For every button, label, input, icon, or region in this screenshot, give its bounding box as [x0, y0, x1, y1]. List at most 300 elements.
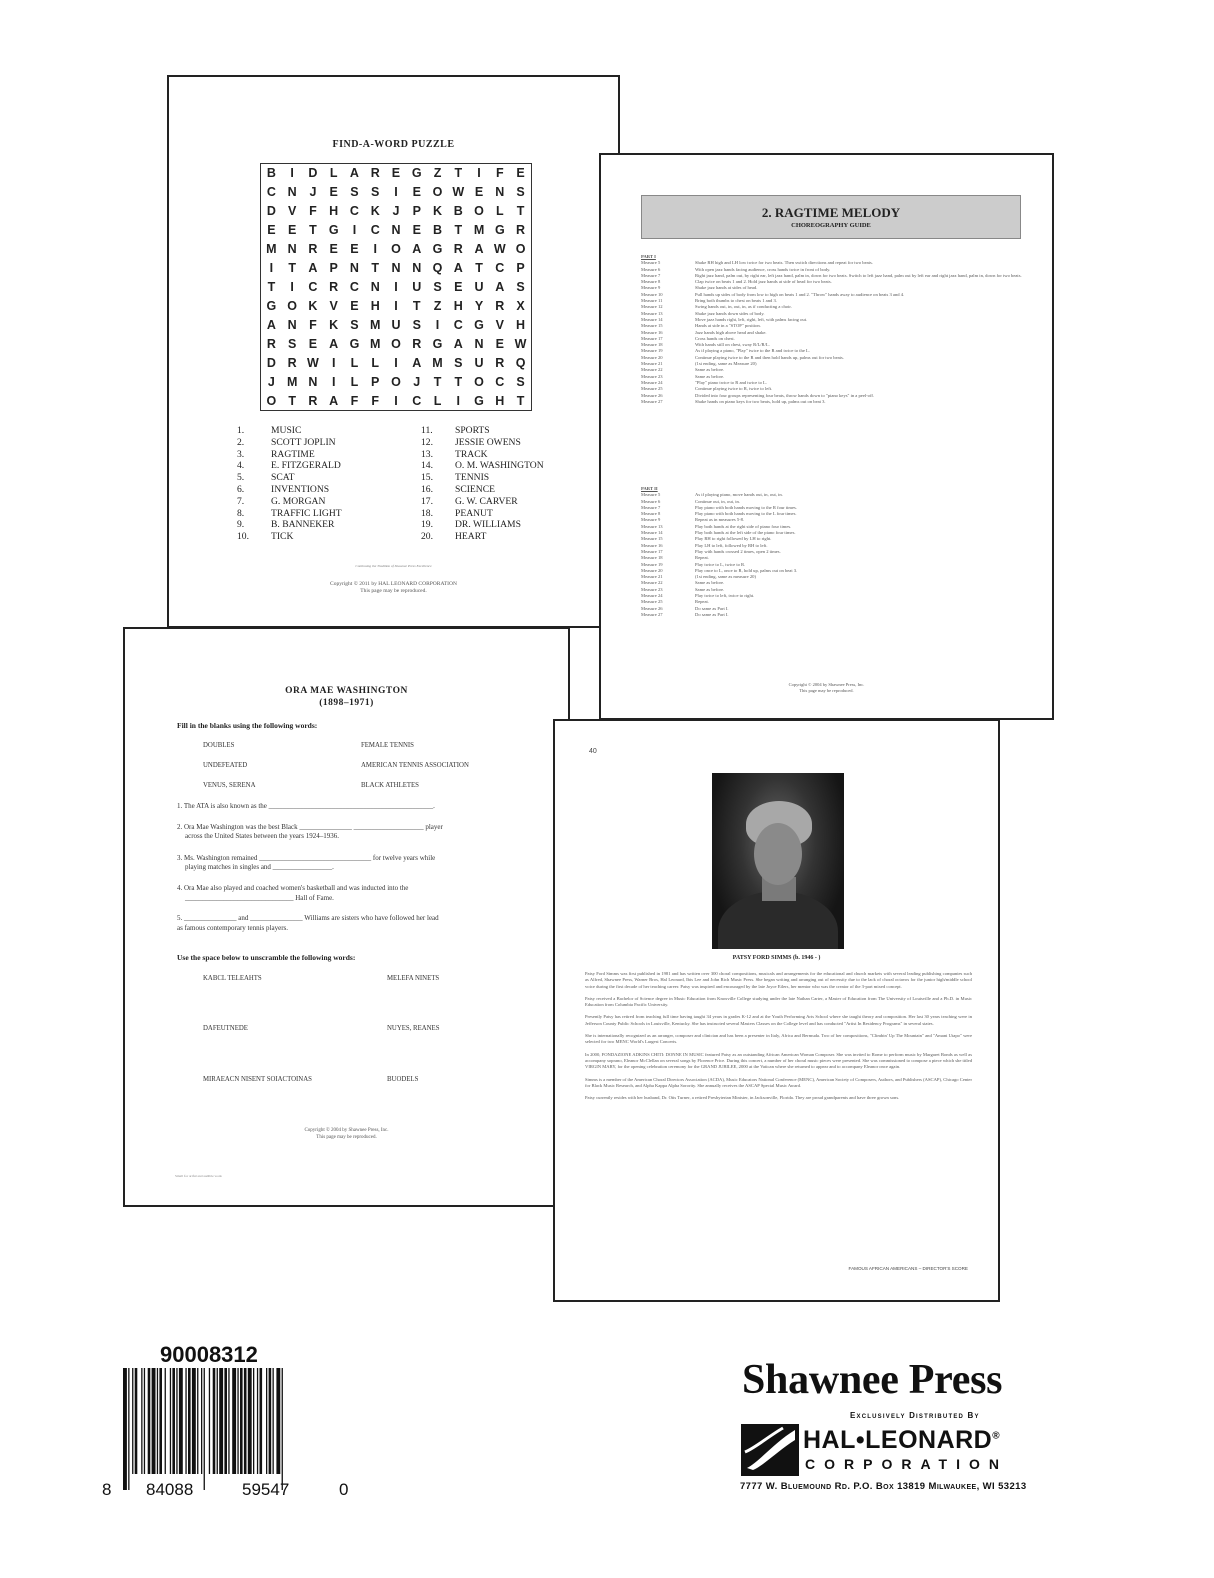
barcode-group-left: 84088	[146, 1480, 194, 1499]
word-list-item	[421, 460, 544, 472]
bank-word: FEMALE TENNIS	[361, 742, 414, 749]
grid-letter: H	[495, 394, 505, 408]
grid-letter: U	[391, 318, 401, 332]
biography	[585, 971, 972, 1107]
grid-letter: A	[349, 166, 359, 180]
grid-letter: T	[288, 261, 296, 275]
barcode-bar	[170, 1368, 171, 1474]
measure-label: Measure 26	[641, 605, 663, 611]
grid-letter: C	[266, 185, 276, 199]
grid-letter: M	[473, 223, 485, 237]
grid-letter: F	[350, 394, 359, 408]
grid-letter: T	[309, 223, 317, 237]
measure-label: Measure 6	[641, 498, 661, 504]
grid-letter: I	[290, 280, 294, 294]
measure-text: Do same as Part I.	[695, 611, 729, 617]
grid-letter: M	[370, 318, 381, 332]
hal-leonard-text: HAL•LEONARD	[803, 1426, 993, 1454]
barcode-bar	[179, 1368, 183, 1474]
grid-letter: S	[350, 185, 359, 199]
measure-text: Move jazz hands right, left, right, left, with palms facing out.	[695, 316, 808, 322]
word-number: 9.	[237, 519, 245, 531]
grid-letter: E	[329, 185, 338, 199]
word-text: B. BANNEKER	[271, 519, 335, 531]
barcode-bar	[224, 1368, 227, 1474]
barcode-bar	[219, 1368, 223, 1474]
word-number: 1.	[237, 425, 245, 436]
scrambled-word: NUYES, REANES	[387, 1025, 440, 1032]
grid-letter: H	[516, 318, 526, 332]
grid-letter: N	[287, 185, 297, 199]
measure-text: (1st ending, same as measure 20)	[695, 574, 756, 580]
barcode-bar	[282, 1368, 283, 1490]
grid-letter: G	[494, 223, 505, 237]
grid-letter: V	[495, 318, 504, 332]
measure-label: Measure 27	[641, 611, 663, 617]
measure-text: Bring both thumbs to chest on beats 1 and 3.	[695, 298, 777, 304]
word-number: 18.	[421, 507, 433, 519]
grid-row	[261, 392, 531, 411]
measure-label: Measure 8	[641, 511, 661, 517]
measure-label: Measure 6	[641, 266, 661, 272]
hal-leonard-mark-icon	[739, 1422, 801, 1478]
grid-letter: J	[392, 204, 400, 218]
measure-label: Measure 7	[641, 504, 661, 510]
grid-letter: G	[432, 242, 443, 256]
word-list-item	[237, 449, 342, 461]
grid-letter: V	[287, 204, 297, 218]
grid-letter: R	[329, 280, 339, 294]
word-number: 11.	[421, 425, 433, 436]
grid-letter: R	[495, 299, 505, 313]
corporation-text: CORPORATION	[805, 1456, 1008, 1472]
grid-letter: E	[412, 223, 421, 237]
grid-letter: W	[307, 356, 319, 370]
grid-letter: I	[394, 185, 398, 199]
barcode-bar	[159, 1368, 162, 1474]
grid-letter: Q	[515, 356, 526, 370]
barcode-bar	[132, 1368, 133, 1474]
grid-letter: A	[474, 242, 484, 256]
unscramble-instruction: Use the space below to unscramble the following words:	[177, 953, 356, 962]
measure-label: Measure 5	[641, 260, 661, 266]
word-list-item	[421, 425, 544, 437]
grid-letter: R	[308, 242, 318, 256]
measure-label: Measure 22	[641, 367, 663, 373]
barcode-bar	[228, 1368, 229, 1474]
word-text: DR. WILLIAMS	[455, 519, 521, 531]
measure-label: Measure 10	[641, 291, 663, 297]
measure-text: Play twice to L, twice to R.	[695, 561, 746, 567]
bio-paragraph: Presently Patsy has retired from teaching full time having taught 34 years in grades K-12 and at the Youth Performing Arts School where she taught theory and composition. Her last 30 years teaching were in Jefferson County Public Schools in Louisville, Kentucky. She has instructed several Masters Classes on the College level and has conducted "Artist In Residency Programs" in several states.	[585, 1014, 972, 1026]
measure-text: Play with hands crossed 2 times, open 2 times.	[695, 548, 781, 554]
word-number: 10.	[237, 531, 249, 543]
word-text: O. M. WASHINGTON	[455, 460, 544, 472]
measure-label: Measure 18	[641, 555, 663, 561]
barcode-bar	[240, 1368, 243, 1474]
publisher-address: 7777 W. Bluemound Rd. P.O. Box 13819 Milwaukee, WI 53213	[740, 1481, 1027, 1492]
grid-letter: A	[329, 394, 339, 408]
measure-text: Same as before.	[695, 586, 725, 592]
find-a-word-page	[167, 75, 620, 628]
part1-measures	[641, 260, 1026, 405]
grid-letter: A	[308, 261, 318, 275]
grid-letter: G	[411, 166, 422, 180]
grid-letter: T	[454, 166, 463, 180]
grid-letter: R	[266, 337, 276, 351]
hal-leonard-name	[803, 1426, 1000, 1455]
grid-letter: N	[412, 261, 422, 275]
measure-label: Measure 24	[641, 379, 663, 385]
grid-letter: R	[495, 356, 505, 370]
copyright: Copyright © 2004 by Shawnee Press, Inc.	[304, 1128, 389, 1133]
measure-label: Measure 15	[641, 536, 663, 542]
grid-letter: O	[474, 375, 484, 389]
puzzle-title: FIND-A-WORD PUZZLE	[332, 139, 455, 150]
grid-letter: G	[432, 337, 443, 351]
word-list-item	[237, 496, 342, 508]
grid-letter: C	[349, 204, 359, 218]
grid-letter: M	[266, 242, 277, 256]
measure-row	[641, 399, 1026, 405]
scrambled-word: BUODELS	[387, 1076, 419, 1083]
measure-label: Measure 17	[641, 335, 663, 341]
grid-letter: C	[349, 280, 359, 294]
grid-letter: R	[516, 223, 526, 237]
measure-text: Play RH to right followed by LH to right.	[695, 536, 772, 542]
barcode-bar	[141, 1368, 142, 1474]
grid-letter: O	[474, 204, 484, 218]
measure-label: Measure 24	[641, 593, 663, 599]
barcode-bar	[232, 1368, 236, 1474]
grid-letter: G	[266, 299, 277, 313]
grid-letter: R	[453, 242, 463, 256]
letter-grid	[260, 163, 532, 411]
word-text: TRACK	[455, 448, 488, 460]
measure-text: With open jazz hands facing audience, cross hands twice in front of body.	[695, 266, 831, 272]
barcode-bar	[176, 1368, 177, 1474]
barcode-bar	[201, 1368, 202, 1474]
grid-letter: T	[475, 261, 483, 275]
score-footer: FAMOUS AFRICAN AMERICANS – DIRECTOR'S SCORE	[848, 1266, 968, 1271]
part2-heading: PART II	[641, 486, 658, 491]
question-5-cont: as famous contemporary tennis players.	[177, 924, 288, 932]
barcode-bar	[237, 1368, 238, 1474]
word-list-right	[421, 425, 544, 543]
word-list-item	[237, 531, 342, 543]
copyright: Copyright © 2011 by HAL LEONARD CORPORATION	[330, 581, 457, 587]
grid-letter: F	[309, 204, 317, 218]
measure-label: Measure 21	[641, 574, 663, 580]
word-text: SCOTT JOPLIN	[271, 436, 336, 448]
grid-letter: Q	[432, 261, 443, 275]
grid-letter: E	[412, 185, 421, 199]
grid-letter: N	[391, 261, 401, 275]
grid-letter: I	[394, 356, 398, 370]
grid-letter: S	[350, 318, 359, 332]
measure-label: Measure 17	[641, 548, 663, 554]
measure-label: Measure 13	[641, 310, 663, 316]
measure-text: Do same as Part I.	[695, 605, 729, 611]
measure-text: Play piano with both hands moving to the L four times.	[695, 511, 797, 517]
grid-letter: N	[391, 223, 401, 237]
grid-row	[261, 316, 531, 335]
worksheet-dates: (1898–1971)	[319, 698, 374, 708]
grid-letter: E	[350, 242, 359, 256]
grid-letter: S	[371, 185, 380, 199]
grid-row	[261, 354, 531, 373]
measure-text: Repeat.	[695, 555, 709, 561]
grid-letter: D	[266, 356, 276, 370]
grid-letter: T	[516, 394, 525, 408]
grid-letter: L	[350, 356, 359, 370]
grid-letter: C	[495, 375, 505, 389]
measure-label: Measure 5	[641, 492, 661, 498]
word-text: HEART	[455, 531, 487, 543]
grid-letter: T	[267, 280, 276, 294]
grid-letter: U	[474, 356, 484, 370]
copyright: Copyright © 2004 by Shawnee Press, Inc.	[788, 682, 865, 687]
grid-letter: I	[435, 318, 440, 332]
grid-letter: M	[370, 337, 381, 351]
word-number: 20.	[421, 531, 433, 543]
grid-letter: L	[433, 394, 442, 408]
measure-label: Measure 23	[641, 373, 663, 379]
grid-letter: P	[412, 204, 421, 218]
grid-letter: R	[412, 337, 422, 351]
grid-letter: L	[371, 356, 380, 370]
measure-label: Measure 16	[641, 542, 663, 548]
measure-text: Continue out, in, out, in.	[695, 498, 740, 504]
grid-letter: J	[267, 375, 275, 389]
word-number: 6.	[237, 483, 245, 495]
measure-text: Play once to L, once to R, hold up, palms out on beat 3.	[695, 567, 798, 573]
question-1: 1. The ATA is also known as the _______________________________________________.	[177, 802, 435, 810]
bank-word: UNDEFEATED	[203, 762, 248, 769]
grid-letter: M	[286, 375, 298, 389]
word-text: MUSIC	[271, 425, 302, 436]
measure-label: Measure 18	[641, 342, 663, 348]
fill-instruction: Fill in the blanks using the following words:	[177, 721, 318, 730]
grid-letter: O	[287, 299, 298, 313]
grid-row	[261, 183, 531, 202]
grid-letter: W	[493, 242, 506, 256]
grid-letter: T	[454, 375, 463, 389]
measure-text: Play piano with both hands moving to the R four times.	[695, 504, 797, 510]
barcode-bar	[152, 1368, 156, 1474]
bio-paragraph: She is internationally recognized as an arranger, composer and clinician and has been a presenter in Italy, Africa and Bermuda. Two of her compositions, "Climbin' Up The Mountain" and "Amani Utapo" were selected for two MENC World's Largest Concerts.	[585, 1033, 972, 1045]
item-number: 90008312	[160, 1342, 258, 1367]
grid-letter: I	[373, 242, 377, 256]
word-list-item	[421, 472, 544, 484]
question-2-cont: across the United States between the years 1924–1936.	[185, 832, 339, 840]
measure-text: Clap twice on beats 1 and 2. Hold jazz hands at side of head for two beats.	[695, 279, 832, 285]
measure-label: Measure 14	[641, 316, 663, 322]
barcode-bar	[248, 1368, 252, 1474]
word-text: TRAFFIC LIGHT	[271, 507, 342, 519]
measure-label: Measure 26	[641, 392, 663, 398]
grid-letter: G	[349, 337, 360, 351]
grid-letter: Z	[433, 166, 442, 180]
measure-text: Hands at side in a "STOP" position.	[695, 323, 761, 329]
grid-letter: L	[350, 375, 359, 389]
choreo-subtitle: CHOREOGRAPHY GUIDE	[791, 222, 871, 229]
part2-measures	[641, 492, 1026, 618]
measure-text: Continue playing twice to R, twice to left.	[695, 386, 773, 392]
reproduce-note: This page may be reproduced.	[360, 588, 427, 594]
part2-list	[641, 486, 1026, 618]
word-list-item	[421, 484, 544, 496]
measure-label: Measure 25	[641, 386, 663, 392]
grid-letter: H	[453, 299, 463, 313]
grid-row	[261, 240, 531, 259]
grid-letter: T	[412, 299, 421, 313]
word-number: 14.	[421, 460, 433, 472]
barcode-bar	[172, 1368, 175, 1474]
grid-letter: A	[453, 337, 463, 351]
word-list-item	[421, 519, 544, 531]
word-text: E. FITZGERALD	[271, 460, 341, 472]
barcode-group-right: 59547	[242, 1480, 290, 1499]
measure-label: Measure 20	[641, 567, 663, 573]
part1-heading: PART I	[641, 254, 656, 259]
grid-row	[261, 202, 531, 221]
measure-text: With hands still on chest, sway R/L/R/L.	[695, 342, 770, 348]
word-list-item	[237, 484, 342, 496]
word-number: 12.	[421, 436, 433, 448]
distributed-by: Exclusively Distributed By	[850, 1411, 980, 1420]
grid-letter: E	[516, 166, 525, 180]
barcode-bar	[165, 1368, 166, 1474]
small-note: Small for artful and audible work	[175, 1174, 222, 1178]
grid-letter: O	[266, 394, 277, 408]
grid-letter: L	[329, 166, 338, 180]
word-number: 4.	[237, 460, 245, 472]
registered-mark: ®	[992, 1430, 1001, 1442]
grid-letter: F	[371, 394, 380, 408]
grid-letter: E	[267, 223, 276, 237]
grid-letter: L	[495, 204, 504, 218]
grid-letter: S	[454, 356, 463, 370]
measure-label: Measure 14	[641, 530, 663, 536]
bank-word: DOUBLES	[203, 742, 235, 749]
grid-letter: N	[474, 337, 484, 351]
question-5: 5. _______________ and _______________ Williams are sisters who have followed her lead	[177, 914, 439, 922]
measure-label: Measure 23	[641, 586, 663, 592]
measure-text: Same as before.	[695, 373, 725, 379]
measure-row	[641, 612, 1026, 618]
word-list-item	[421, 496, 544, 508]
grid-letter: C	[453, 318, 463, 332]
question-3-cont: playing matches in singles and _________________.	[185, 863, 334, 871]
measure-label: Measure 21	[641, 361, 663, 367]
grid-letter: C	[308, 280, 318, 294]
grid-letter: S	[287, 337, 297, 351]
barcode-bar	[217, 1368, 218, 1474]
grid-letter: A	[329, 337, 339, 351]
grid-letter: K	[432, 204, 443, 218]
word-list-item	[421, 531, 544, 543]
measure-label: Measure 15	[641, 323, 663, 329]
word-text: G. W. CARVER	[455, 495, 518, 507]
worksheet-title: ORA MAE WASHINGTON	[285, 686, 408, 696]
word-number: 8.	[237, 507, 245, 519]
shawnee-press-logo: Shawnee Press	[742, 1357, 1003, 1403]
word-text: RAGTIME	[271, 448, 315, 460]
grid-letter: T	[371, 261, 380, 275]
barcode-bar	[269, 1368, 272, 1474]
barcode-bar	[188, 1368, 191, 1474]
barcode-bar	[213, 1368, 216, 1474]
reproduce-note: This page may be reproduced.	[316, 1135, 377, 1140]
grid-letter: B	[266, 166, 276, 180]
grid-letter: P	[329, 261, 338, 275]
barcode-bar	[144, 1368, 145, 1474]
word-number: 19.	[421, 519, 433, 531]
word-text: PEANUT	[455, 507, 493, 519]
part1-list	[641, 254, 1026, 405]
grid-letter: A	[412, 242, 422, 256]
word-text: TENNIS	[455, 472, 490, 484]
grid-letter: S	[516, 185, 525, 199]
grid-letter: E	[495, 337, 504, 351]
grid-letter: I	[290, 166, 294, 180]
grid-row	[261, 297, 531, 316]
question-3: 3. Ms. Washington remained ________________________________ for twelve years while	[177, 854, 436, 862]
word-list-item	[237, 425, 342, 437]
measure-label: Measure 9	[641, 517, 661, 523]
grid-letter: X	[516, 299, 525, 313]
measure-text: Cross hands on chest.	[695, 335, 735, 341]
grid-letter: E	[474, 185, 484, 199]
measure-text: Shake hands on piano keys for two beats, hold up, palms out on beat 3.	[695, 398, 826, 404]
question-4-cont: _______________________________ Hall of Fame.	[185, 894, 334, 902]
word-text: SPORTS	[455, 425, 490, 436]
barcode-bar	[135, 1368, 138, 1474]
grid-letter: Z	[433, 299, 442, 313]
reproduce-note: This page may be reproduced.	[799, 688, 854, 693]
grid-letter: T	[433, 375, 442, 389]
photo-caption: PATSY FORD SIMMS (b. 1946 - )	[732, 955, 821, 961]
grid-letter: S	[516, 280, 525, 294]
barcode-bar	[266, 1368, 267, 1474]
word-text: SCIENCE	[455, 483, 495, 495]
grid-letter: I	[331, 375, 336, 389]
grid-letter: U	[474, 280, 484, 294]
grid-letter: I	[477, 166, 481, 180]
grid-letter: Y	[474, 299, 484, 313]
grid-letter: I	[269, 261, 274, 275]
scrambled-word: KABCL TELEAHTS	[203, 975, 262, 982]
word-list-item	[237, 472, 342, 484]
grid-letter: A	[453, 261, 463, 275]
measure-label: Measure 12	[641, 304, 663, 310]
barcode-bar	[192, 1368, 196, 1474]
grid-letter: I	[331, 356, 336, 370]
word-number: 13.	[421, 448, 433, 460]
grid-letter: E	[454, 280, 463, 294]
bio-paragraph: Patsy Ford Simms was first published in 1981 and has written over 300 choral compositions, musicals and arrangements for the educational and church markets with several leading publishing companies such as Alfred, Shawnee Press, Warner Bros, Hal Leonard, Ibis Lee and John Rich Music Press. She began writing and arranging out of necessity due to the lack of choral octavos for the junior high/middle school voice during the first decade of her teaching career. Patsy was inspired and encouraged by the late Joyce Eilers, her mentor who was the creator of the 3-part mixed concept.	[585, 971, 972, 989]
word-number: 16.	[421, 483, 433, 495]
barcode-digit-last: 0	[339, 1480, 349, 1499]
measure-text: Play twice to left, twice to right.	[695, 593, 755, 599]
grid-letter: C	[370, 223, 380, 237]
grid-letter: S	[433, 280, 442, 294]
grid-letter: S	[516, 375, 525, 389]
grid-letter: I	[456, 394, 461, 408]
grid-letter: O	[391, 242, 401, 256]
page-number: 40	[589, 748, 597, 755]
